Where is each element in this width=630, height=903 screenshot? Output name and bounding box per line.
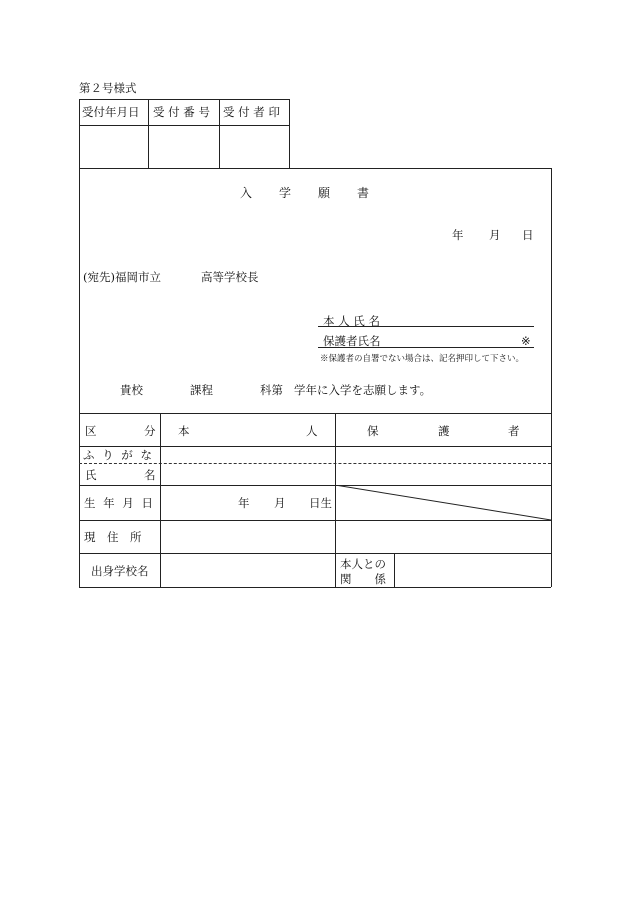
guardian-address-field[interactable] xyxy=(336,521,550,552)
guardian-furigana-field[interactable] xyxy=(336,447,550,462)
statement-course: 課程 xyxy=(190,383,213,397)
guardian-name-field[interactable] xyxy=(336,464,550,484)
relation-label-1: 本人との xyxy=(340,557,386,571)
previous-school-field[interactable] xyxy=(161,554,334,586)
applicant-name-field[interactable] xyxy=(161,464,334,484)
furigana-label: ふ り が な xyxy=(83,448,154,462)
birth-month-label: 月 xyxy=(274,496,286,510)
addressee-suffix: 高等学校長 xyxy=(201,270,259,284)
guardian-seal-mark: ※ xyxy=(521,334,531,348)
guardian-name-underline[interactable] xyxy=(318,347,534,348)
receipt-stamp-header: 受 付 者 印 xyxy=(223,105,280,119)
header-self-1: 本 xyxy=(178,424,190,438)
receipt-date-header: 受付年月日 xyxy=(82,105,140,119)
statement-rest: 学年に入学を志願します。 xyxy=(294,383,432,397)
addressee-prefix: (宛先)福岡市立 xyxy=(83,270,161,284)
date-day-label: 日 xyxy=(522,228,534,242)
statement-school: 貴校 xyxy=(120,383,143,397)
applicant-name-underline[interactable] xyxy=(318,326,534,327)
applicant-address-field[interactable] xyxy=(161,521,334,552)
header-guardian-3: 者 xyxy=(508,424,520,438)
birthdate-diagonal xyxy=(335,485,551,520)
receipt-number-cell[interactable] xyxy=(149,126,218,168)
relation-field[interactable] xyxy=(395,554,550,586)
receipt-stamp-cell[interactable] xyxy=(220,126,288,168)
header-self-2: 人 xyxy=(306,424,318,438)
header-category-1: 区 xyxy=(85,424,97,438)
header-guardian-2: 護 xyxy=(438,424,450,438)
name-label-1: 氏 xyxy=(85,468,97,482)
birthdate-label: 生 年 月 日 xyxy=(84,496,155,510)
header-guardian-1: 保 xyxy=(367,424,379,438)
guardian-name-label: 保護者氏名 xyxy=(323,334,381,348)
applicant-name-label: 本 人 氏 名 xyxy=(323,314,380,328)
guardian-note: ※保護者の自署でない場合は、記名押印して下さい。 xyxy=(320,354,525,364)
form-number: 第２号様式 xyxy=(79,81,137,95)
address-label: 現 住 所 xyxy=(84,530,142,544)
receipt-number-header: 受 付 番 号 xyxy=(153,105,210,119)
applicant-furigana-field[interactable] xyxy=(161,447,334,462)
statement-dept: 科第 xyxy=(260,383,283,397)
date-year-label: 年 xyxy=(452,228,464,242)
birth-year-label: 年 xyxy=(238,496,250,510)
receipt-date-cell[interactable] xyxy=(80,126,147,168)
page-title: 入 学 願 書 xyxy=(240,186,371,200)
relation-label-2: 関 係 xyxy=(340,572,386,586)
birth-day-label: 日生 xyxy=(309,496,332,510)
date-month-label: 月 xyxy=(489,228,501,242)
previous-school-label: 出身学校名 xyxy=(91,564,149,578)
header-category-2: 分 xyxy=(144,424,156,438)
name-label-2: 名 xyxy=(144,468,156,482)
